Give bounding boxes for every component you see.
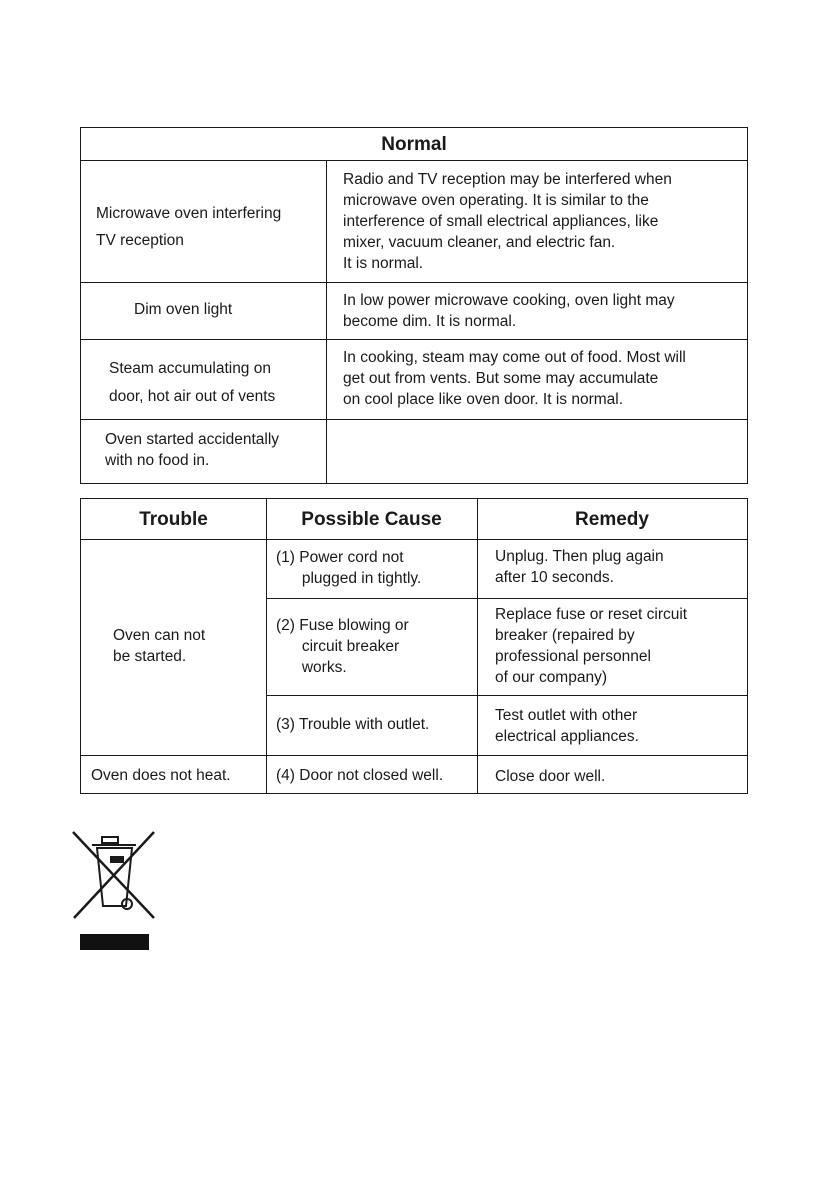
normal-issue-cell: Microwave oven interfering TV reception <box>96 205 282 249</box>
normal-table-title: Normal <box>381 134 447 155</box>
remedy-cell: Test outlet with other electrical appliances. <box>495 707 639 745</box>
divider <box>81 755 747 756</box>
cause-header: Possible Cause <box>301 509 442 530</box>
divider <box>81 339 747 340</box>
normal-explanation-cell: In low power microwave cooking, oven light may become dim. It is normal. <box>343 292 675 330</box>
cause-cell: (1) Power cord not plugged in tightly. <box>276 549 422 587</box>
divider <box>81 539 747 540</box>
trouble-table <box>80 498 748 794</box>
normal-issue-cell: Dim oven light <box>134 301 233 318</box>
trouble-header: Trouble <box>139 509 208 530</box>
remedy-cell: Close door well. <box>495 768 606 785</box>
normal-issue-cell: Oven started accidentally with no food in. <box>105 431 280 469</box>
divider <box>81 419 747 420</box>
trouble-cell: Oven can not be started. <box>113 627 206 665</box>
cause-cell: (4) Door not closed well. <box>276 767 444 784</box>
normal-explanation-cell: In cooking, steam may come out of food. Most will get out from vents. But some may accumulate on cool place like oven door. It is normal. <box>343 349 686 408</box>
divider <box>266 598 747 599</box>
divider <box>266 695 747 696</box>
normal-issue-cell: Steam accumulating on door, hot air out of vents <box>109 360 276 405</box>
normal-table <box>80 127 748 484</box>
cause-cell: (2) Fuse blowing or circuit breaker works. <box>276 617 409 676</box>
divider <box>266 499 267 793</box>
remedy-cell: Unplug. Then plug again after 10 seconds. <box>495 548 664 586</box>
cause-cell: (3) Trouble with outlet. <box>276 716 430 733</box>
remedy-cell: Replace fuse or reset circuit breaker (repaired by professional personnel of our company) <box>495 606 688 686</box>
divider <box>326 160 327 483</box>
divider <box>477 499 478 793</box>
trouble-cell: Oven does not heat. <box>91 767 231 784</box>
divider <box>81 160 747 161</box>
divider <box>81 282 747 283</box>
normal-explanation-cell: Radio and TV reception may be interfered when microwave oven operating. It is similar to the interference of small electrical appliances, like mixer, vacuum cleaner, and electric fan. It is normal. <box>343 171 672 272</box>
remedy-header: Remedy <box>575 509 649 530</box>
weee-crossed-bin-icon <box>70 828 160 952</box>
